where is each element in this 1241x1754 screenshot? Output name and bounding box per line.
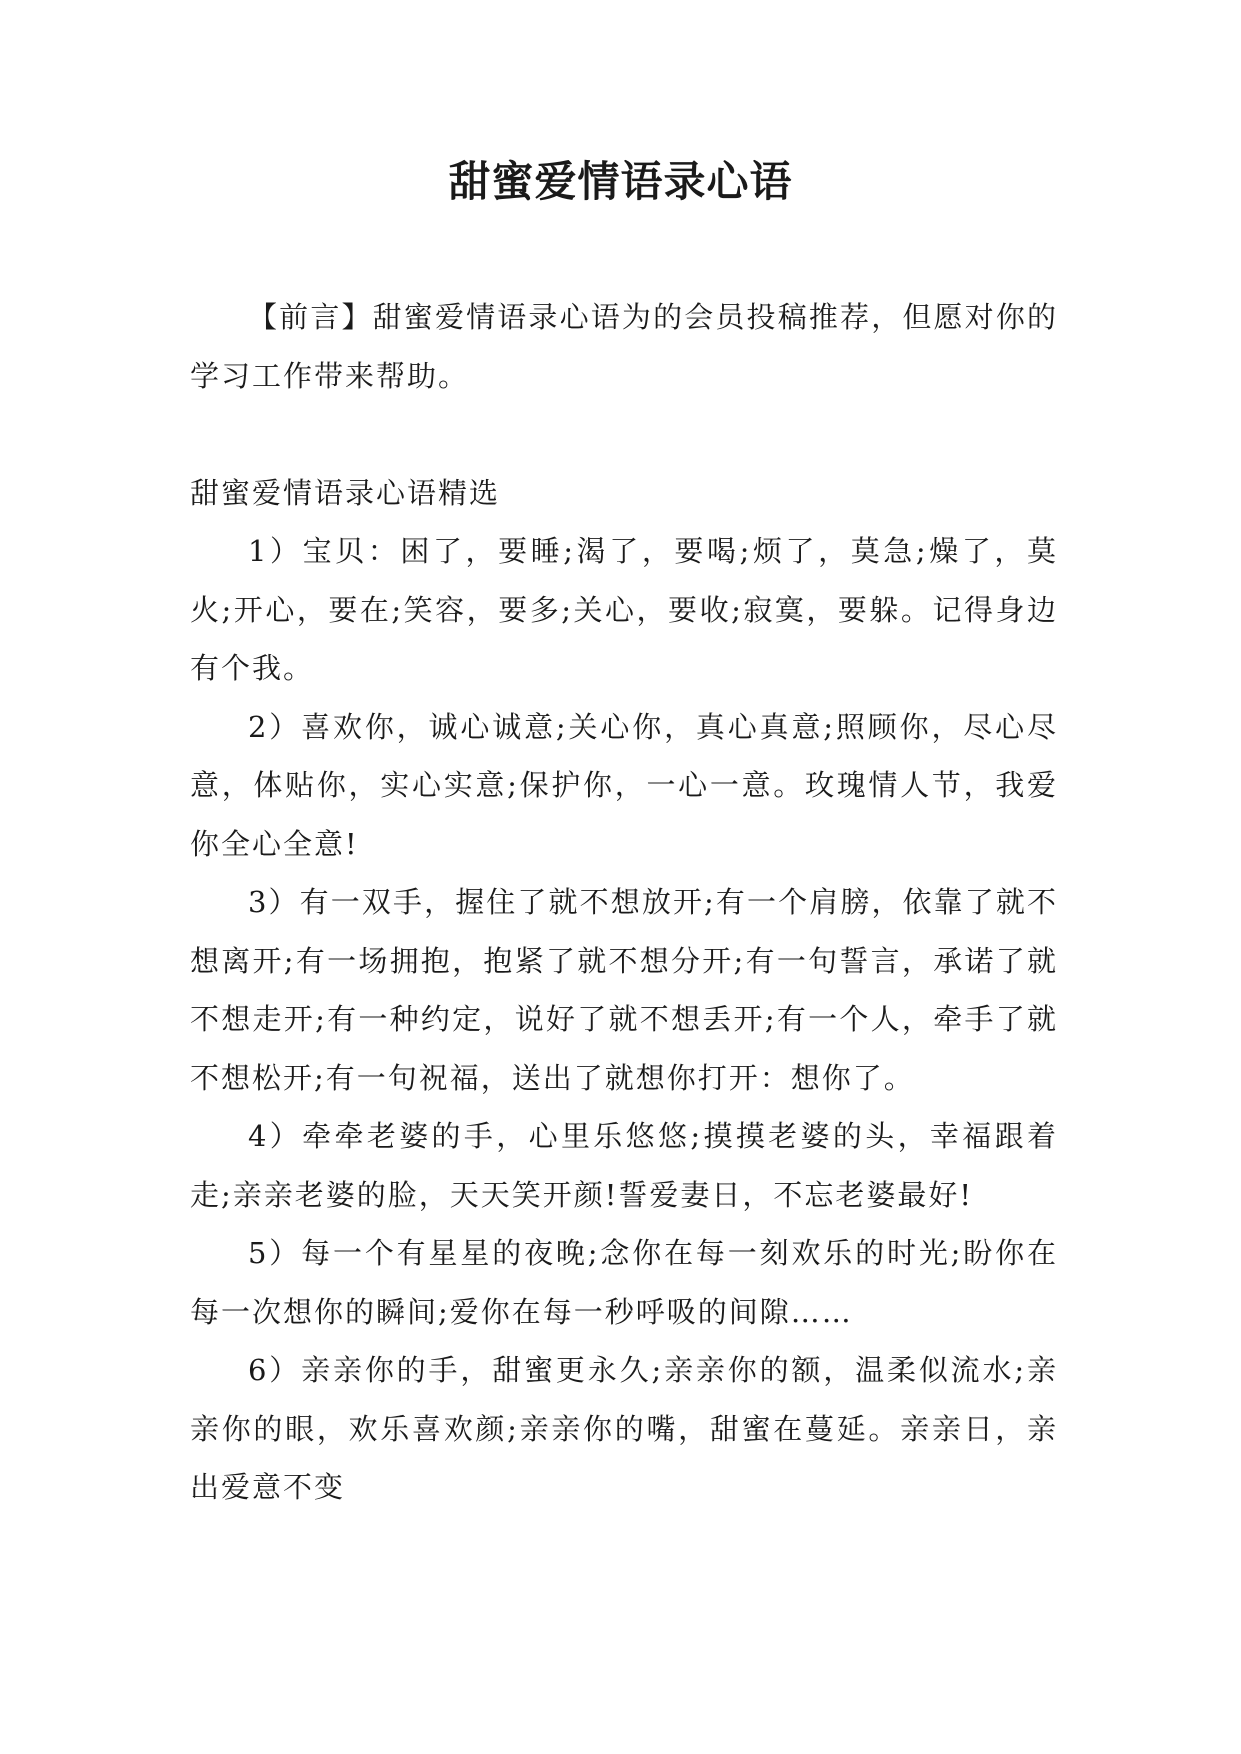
list-item: 3）有一双手，握住了就不想放开;有一个肩膀，依靠了就不想离开;有一场拥抱，抱紧了就不想分开;有一句誓言，承诺了就不想走开;有一种约定，说好了就不想丢开;有一个人，牵手了就不想松开;有一句祝福，送出了就想你打开：想你了。 <box>190 885 1058 1095</box>
list-item: 5）每一个有星星的夜晚;念你在每一刻欢乐的时光;盼你在每一次想你的瞬间;爱你在每一秒呼吸的间隙…… <box>190 1236 1058 1329</box>
section-heading: 甜蜜爱情语录心语精选 <box>190 475 501 510</box>
paragraph-spacer <box>190 405 1058 464</box>
preface-paragraph: 【前言】甜蜜爱情语录心语为的会员投稿推荐，但愿对你的学习工作带来帮助。 <box>190 300 1058 393</box>
document-body <box>190 288 1058 1517</box>
list-item: 1）宝贝：困了，要睡;渴了，要喝;烦了，莫急;燥了，莫火;开心，要在;笑容，要多;关心，要收;寂寞，要躲。记得身边有个我。 <box>190 534 1058 685</box>
list-item: 4）牵牵老婆的手，心里乐悠悠;摸摸老婆的头，幸福跟着走;亲亲老婆的脸，天天笑开颜!誓爱妻日，不忘老婆最好! <box>190 1119 1058 1212</box>
list-item: 2）喜欢你，诚心诚意;关心你，真心真意;照顾你，尽心尽意，体贴你，实心实意;保护你，一心一意。玫瑰情人节，我爱你全心全意! <box>190 709 1058 861</box>
document-title: 甜蜜爱情语录心语 <box>448 157 793 206</box>
list-item: 6）亲亲你的手，甜蜜更永久;亲亲你的额，温柔似流水;亲亲你的眼，欢乐喜欢颜;亲亲你的嘴，甜蜜在蔓延。亲亲日，亲出爱意不变 <box>190 1353 1058 1504</box>
